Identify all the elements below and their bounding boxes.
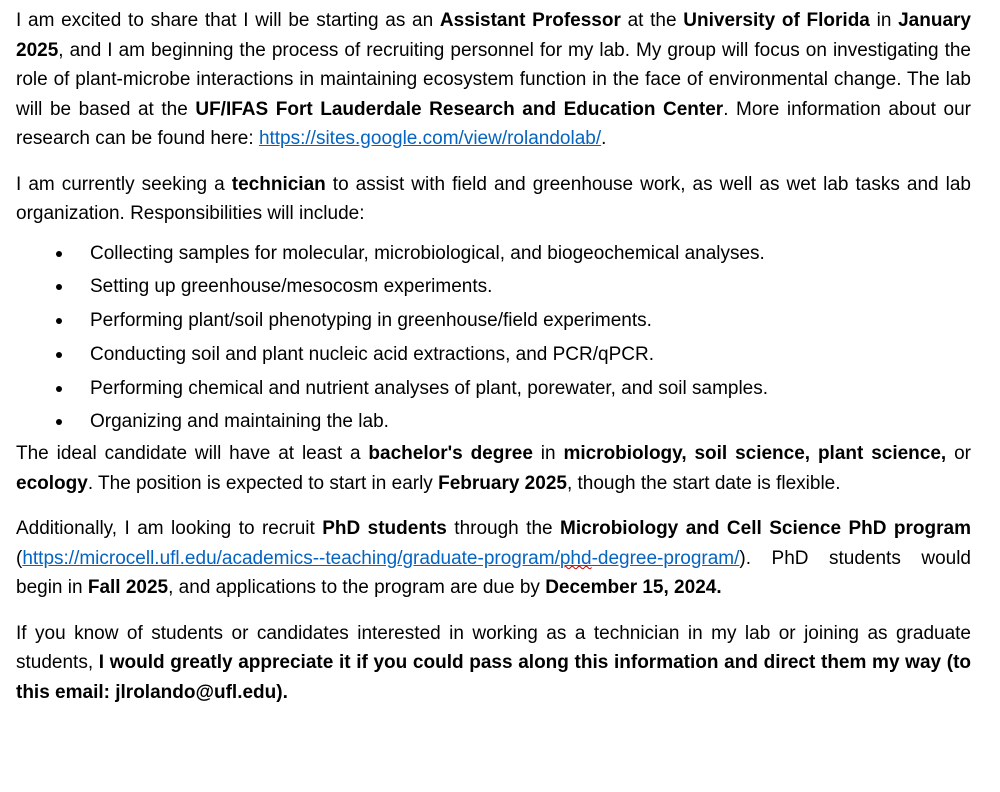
bold-technician: technician bbox=[231, 173, 326, 195]
list-item: Performing chemical and nutrient analyses of plant, porewater, and soil samples. bbox=[16, 372, 971, 406]
lab-website-link[interactable]: https://sites.google.com/view/rolandolab/ bbox=[258, 128, 602, 149]
bold-fall: Fall 2025 bbox=[87, 577, 169, 599]
bold-request: I would greatly appreciate it if you could pass along this information and direct them my way (to this email: jlrolando@ufl.edu). bbox=[16, 652, 972, 703]
text: to assist with field and greenhouse work, as well as wet lab tasks and lab organization. Responsibilities will include: bbox=[16, 173, 971, 224]
text: Additionally, I am looking to recruit bbox=[16, 518, 323, 540]
list-item: Setting up greenhouse/mesocosm experiments. bbox=[16, 270, 971, 304]
bold-start-month: February 2025 bbox=[438, 472, 567, 494]
bold-start-date: January 2025 bbox=[16, 10, 971, 61]
list-item: Organizing and maintaining the lab. bbox=[16, 405, 971, 439]
link-text: https://microcell.ufl.edu/academics--teaching/graduate-program/ bbox=[22, 547, 560, 569]
document-body bbox=[16, 6, 971, 707]
bold-position: Assistant Professor bbox=[439, 10, 621, 31]
text: , and applications to the program are due by bbox=[168, 577, 546, 599]
closing-paragraph bbox=[16, 619, 971, 708]
bold-phd-students: PhD students bbox=[322, 518, 447, 540]
bold-degree: bachelor's degree bbox=[368, 443, 533, 465]
text: . bbox=[601, 128, 607, 149]
phd-paragraph bbox=[16, 514, 971, 603]
text: . More information about our research can be found here: bbox=[16, 98, 971, 149]
text: at the bbox=[620, 10, 684, 31]
text: ). PhD students would begin in bbox=[16, 547, 971, 599]
program-link[interactable] bbox=[22, 548, 739, 569]
text: ( bbox=[16, 547, 23, 569]
bold-research-center: UF/IFAS Fort Lauderdale Research and Education Center bbox=[195, 98, 724, 120]
list-item: Performing plant/soil phenotyping in greenhouse/field experiments. bbox=[16, 304, 971, 338]
text: I am excited to share that I will be starting as an bbox=[16, 10, 440, 31]
candidate-paragraph bbox=[16, 439, 971, 498]
text: , though the start date is flexible. bbox=[566, 472, 841, 494]
text: If you know of students or candidates interested in working as a technician in my lab or joining as graduate students, bbox=[16, 622, 971, 674]
responsibilities-list bbox=[16, 237, 971, 440]
bold-ecology: ecology bbox=[16, 472, 88, 494]
intro-paragraph bbox=[16, 6, 971, 154]
text: through the bbox=[446, 518, 561, 540]
text: The ideal candidate will have at least a bbox=[16, 443, 369, 465]
text: I am currently seeking a bbox=[16, 173, 232, 195]
text: or bbox=[946, 443, 971, 465]
technician-paragraph bbox=[16, 170, 971, 229]
text: in bbox=[532, 443, 564, 465]
link-text: -degree-program/ bbox=[591, 547, 740, 569]
bold-university: University of Florida bbox=[683, 10, 870, 31]
text: in bbox=[869, 10, 899, 31]
text: , and I am beginning the process of recruiting personnel for my lab. My group will focus on investigating the role of plant-microbe interactions in maintaining ecosystem function in the face of environmental change. The lab will be based at the bbox=[16, 39, 971, 120]
text: . The position is expected to start in early bbox=[87, 472, 439, 494]
list-item: Conducting soil and plant nucleic acid extractions, and PCR/qPCR. bbox=[16, 338, 971, 372]
list-item: Collecting samples for molecular, microbiological, and biogeochemical analyses. bbox=[16, 237, 971, 271]
spellcheck-word: phd bbox=[559, 547, 592, 569]
bold-deadline: December 15, 2024. bbox=[545, 577, 722, 599]
bold-fields: microbiology, soil science, plant science, bbox=[563, 443, 947, 465]
bold-program: Microbiology and Cell Science PhD program bbox=[560, 518, 971, 540]
